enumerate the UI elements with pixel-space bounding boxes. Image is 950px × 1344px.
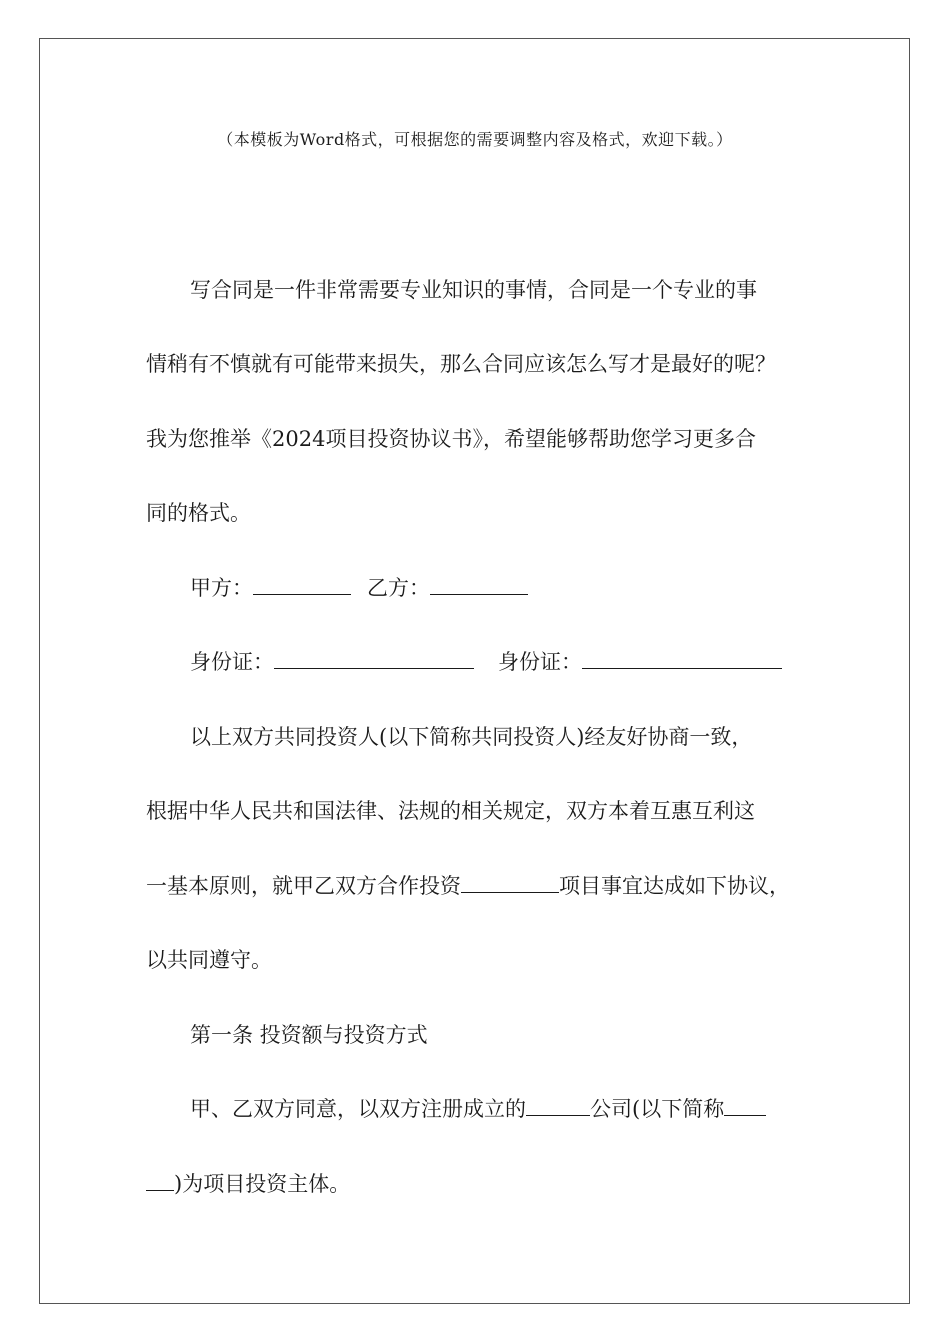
article-1-title: 第一条 投资额与投资方式 [190,1023,428,1047]
id-label-b: 身份证： [498,650,582,674]
preamble-line-4: 以共同遵守。 [146,948,272,972]
party-a-blank[interactable] [253,574,351,595]
article-1-line-1 [190,1095,766,1123]
article-1-line-2 [146,1170,350,1198]
id-b-blank[interactable] [582,648,782,669]
party-b-label: 乙方： [367,576,430,600]
preamble-line-3-start: 一基本原则，就甲乙双方合作投资 [146,874,461,898]
article-1-line-2-end: )为项目投资主体。 [174,1172,351,1196]
preamble-line-3 [146,872,790,900]
project-name-blank[interactable] [461,872,559,893]
id-label-a: 身份证： [190,650,274,674]
intro-line-2: 情稍有不慎就有可能带来损失，那么合同应该怎么写才是最好的呢？ [146,352,776,376]
intro-line-1: 写合同是一件非常需要专业知识的事情，合同是一个专业的事 [190,278,757,302]
intro-line-3: 我为您推举《2024项目投资协议书》，希望能够帮助您学习更多合 [146,427,756,451]
preamble-line-3-end: 项目事宜达成如下协议， [559,874,790,898]
parties-row [190,574,528,602]
article-1-line-1-mid: 公司(以下简称 [590,1097,725,1121]
template-note: （本模板为Word格式，可根据您的需要调整内容及格式，欢迎下载。） [217,130,733,149]
company-name-blank[interactable] [526,1095,590,1116]
id-a-blank[interactable] [274,648,474,669]
company-abbr-blank-start[interactable] [724,1095,766,1116]
intro-line-4: 同的格式。 [146,501,251,525]
party-b-blank[interactable] [430,574,528,595]
preamble-line-1: 以上双方共同投资人(以下简称共同投资人)经友好协商一致， [190,725,753,749]
id-row [190,648,782,676]
party-a-label: 甲方： [190,576,253,600]
company-abbr-blank-end[interactable] [146,1170,174,1191]
preamble-line-2: 根据中华人民共和国法律、法规的相关规定，双方本着互惠互利这 [146,799,755,823]
article-1-line-1-start: 甲、乙双方同意，以双方注册成立的 [190,1097,526,1121]
